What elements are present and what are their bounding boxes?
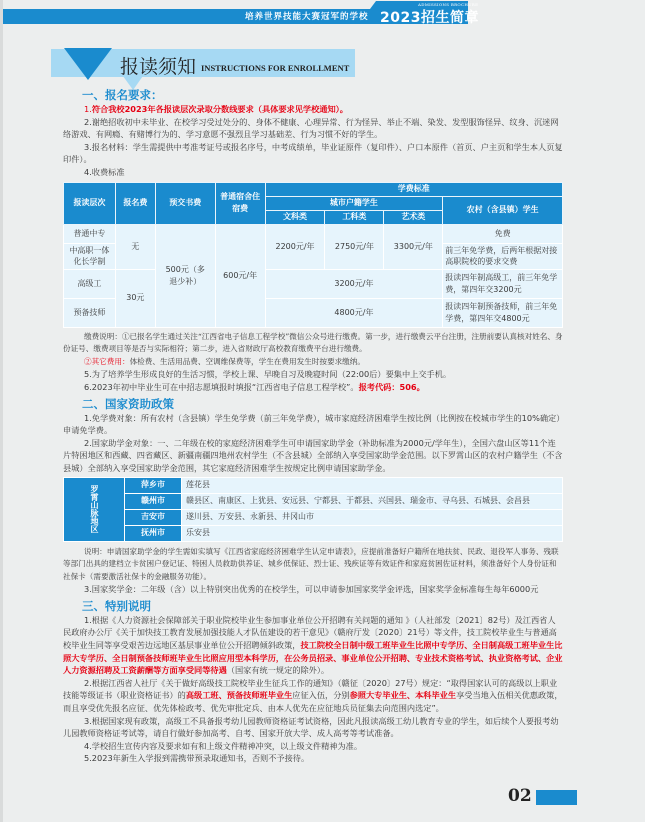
table-row (64, 224, 563, 243)
rural-fee-cell: 报读四年制预备技师，前三年免学费，第四年交4800元 (443, 298, 563, 327)
section-heading-special: 三、特别说明 (82, 598, 151, 613)
requirement-1: 1.符合我校2023年各报读层次录取分数线要求（具体要求见学校通知）。 (84, 104, 348, 114)
aid-2: 2.国家助学金对象：一、二年级在校的家庭经济困难学生可申请国家助学金（补助标准为2000元/学年生），全国六盘山区等11个连片特困地区和西藏、四省藏区、新疆南疆四地州农村学生（不含县城）全部纳入享受国家助学金范围。以下罗霄山区的农村户籍学生（不含县城）全部纳入享受国家助学金范围，其它家庭经济困难学生按规定比例申请国家助学金。 (63, 437, 563, 473)
special-3: 3.根据国家现有政策，高级工不具备报考幼儿园教师资格证考试资格，因此凡报读高级工幼儿教育专业的学生，如后续个人要报考幼儿园教师资格证考试等，请自行做好参加高考、自考、国家开放大学、成人高考等考试准备。 (63, 715, 559, 739)
level-cell: 中高职一体化长学制 (64, 243, 116, 269)
reg-fee-cell: 无 (115, 224, 155, 269)
col-header-arts: 文科类 (265, 210, 325, 224)
book-fee-cell: 500元（多退少补） (155, 224, 215, 327)
requirement-1-emphasis: 符合我校2023年各报读层次录取分数线要求（具体要求见学校通知）。 (91, 104, 348, 114)
table-row (64, 477, 563, 493)
special-4: 4.学校招生宣传内容及要求如有和上级文件精神冲突，以上级文件精神为准。 (84, 740, 363, 751)
page-title: 报读须知 (120, 56, 197, 78)
counties-cell: 莲花县 (182, 477, 563, 493)
dorm-fee-cell: 600元/年 (215, 224, 265, 327)
section-heading-aid: 二、国家资助政策 (82, 396, 174, 411)
col-header-level: 报读层次 (64, 182, 116, 224)
rural-fee-cell: 免费 (443, 224, 563, 243)
rural-fee-cell: 报读四年制高级工，前三年免学费，第四年交3200元 (443, 269, 563, 298)
page-title-en: INSTRUCTIONS FOR ENROLLMENT (201, 63, 350, 73)
reg-fee-cell: 30元 (115, 269, 155, 327)
counties-cell: 乐安县 (182, 525, 563, 541)
col-header-reg-fee: 报名费 (115, 182, 155, 224)
art-fee-cell: 3300元/年 (384, 224, 443, 269)
brand-title: 2023招生简章 (380, 10, 479, 26)
counties-cell: 赣县区、南康区、上犹县、安远县、宁都县、于都县、兴国县、瑞金市、寻乌县、石城县、会昌县 (182, 493, 563, 509)
requirement-5: 5.为了培养学生形成良好的生活习惯，学校上课、早晚自习及晚寝时间（22:00后）要集中上交手机。 (84, 369, 452, 380)
arts-fee-cell: 2200元/年 (265, 224, 325, 269)
col-header-rural: 农村（含县镇）学生 (443, 196, 563, 224)
eng-fee-cell: 2750元/年 (325, 224, 384, 269)
exam-code: 报考代码：506。 (358, 381, 425, 392)
requirement-2: 2.谢绝招收初中未毕业、在校学习受过处分的、身体不健康、心理异常、行为怪异、举止不端、染发、发型服饰怪异、纹身、沉迷网络游戏、有网瘾、有赌博行为的、学习意愿不强烈且学习基础差、行为习惯不好的学生。 (63, 116, 559, 140)
table-row (64, 525, 563, 541)
urban-fee-cell: 3200元/年 (265, 269, 443, 298)
col-header-eng: 工科类 (325, 210, 384, 224)
page-edge (0, 0, 3, 822)
aid-note: 说明：申请国家助学金的学生需如实填写《江西省家庭经济困难学生认定申请表》，应提前准备好户籍所在地扶贫、民政、退役军人事务、残联等部门出具的建档立卡贫困户登记证、特困人员救助供养证、城乡低保证、烈士证、残疾证等有效证件和家庭贫困佐证材料，须准备好个人身份证和社保卡（需要激活社保卡的金融服务功能）。 (63, 546, 559, 581)
city-cell: 吉安市 (125, 509, 182, 525)
level-cell: 高级工 (64, 269, 116, 298)
table-row (64, 509, 563, 525)
col-header-art: 艺术类 (384, 210, 443, 224)
special-5: 5.2023年新生入学报到需携带预录取通知书，否则不予接待。 (84, 753, 310, 764)
section-heading-requirements: 一、报名要求： (82, 88, 163, 102)
page-number: 02 (508, 786, 532, 806)
special-2: 2.根据江西省人社厅《关于做好高级技工院校毕业生征兵工作的通知》（赣征〔2020〕27号）规定：“取得国家认可的高级以上职业技能等级证书（职业资格证书）的高级工班、预备技师班毕业生应征入伍，分别参照大专毕业生、本科毕业生享受当地入伍相关优惠政策，而且享受优先报名应征、优先体检政考、优先审批定兵、由本人优先在应征地兵员征集去向范围内选定”。 (63, 677, 563, 714)
col-header-tuition: 学费标准 (265, 182, 562, 196)
col-header-book-fee: 预交书费 (155, 182, 215, 224)
page-number-bar (536, 790, 577, 805)
level-cell: 预备技师 (64, 298, 116, 327)
aid-3: 3.国家奖学金：二年级（含）以上特别突出优秀的在校学生，可以申请参加国家奖学金评选，国家奖学金标准每生每年6000元 (84, 584, 539, 595)
col-header-dorm-fee: 普通宿舍住宿费 (215, 182, 265, 224)
level-cell: 普通中专 (64, 224, 116, 243)
requirement-3: 3.报名材料：学生需提供中考准考证号或报名序号，中考成绩单，毕业证原件（复印件）、户口本原件（首页、户主页和学生本人页复印件）。 (63, 141, 563, 165)
main-content (63, 87, 563, 765)
counties-cell: 遂川县、万安县、永新县、井冈山市 (182, 509, 563, 525)
requirement-6: 6.2023年初中毕业生可在中招志愿填报时填报“江西省电子信息工程学校”。报考代码：506。 (84, 381, 425, 392)
city-cell: 赣州市 (125, 493, 182, 509)
triangle-icon (64, 48, 112, 80)
special-1: 1.根据《人力资源社会保障部关于职业院校毕业生参加事业单位公开招聘有关问题的通知 》（人社部发〔2021〕82号）及江西省人民政府办公厅《关于加快技工教育发展加强技能人才队伍建设的若干意见》（赣府厅发〔2020〕21号）等文件，技工院校毕业生与普通高校毕业生同等享受艰苦边远地区基层事业单位公开招聘倾斜政策，技工院校全日制中级工班毕业生比照中专学历、全日制高级工班毕业生比照大专学历、全日制预备技师班毕业生比照应用型本科学历，在公务员招录、事业单位公开招聘、专业技术资格考试、执业资格考试、企业人力资源招聘及工资薪酬等方面享受同等待遇（国家有统一规定的除外）。 (63, 614, 563, 676)
region-table (63, 477, 563, 542)
urban-fee-cell: 4800元/年 (265, 298, 443, 327)
city-cell: 抚州市 (125, 525, 182, 541)
table-row (64, 269, 563, 298)
table-row (64, 493, 563, 509)
region-label: 罗霄山脉地区 (64, 477, 125, 541)
brand-subtitle: ADMISSIONS BROCHURE (418, 2, 479, 7)
other-fees-note: ②其它费用：体检费、生活用品费、空调维保费等，学生在费用发生时按要求缴纳。 (84, 356, 365, 366)
payment-note: 缴费说明：①已报名学生通过关注“江西省电子信息工程学校”微信公众号进行缴费。第一步，进行缴费云平台注册，注册前要认真核对姓名、身份证号、缴费项目等是否与实际相符；第二步，进入省财政厅高校教育缴费平台进行缴费。 (63, 331, 563, 354)
col-header-urban: 城市户籍学生 (265, 196, 443, 210)
requirement-4: 4.收费标准 (84, 166, 125, 177)
aid-1: 1.免学费对象：所有农村（含县镇）学生免学费（前三年免学费），城市家庭经济困难学生按比例（比例按在校城市学生的10%确定）申请免学费。 (63, 412, 561, 436)
fee-table (63, 182, 563, 328)
header-slogan: 培养世界技能大赛冠军的学校 (245, 12, 369, 22)
rural-fee-cell: 前三年免学费，后两年根据对接高职院校的要求交费 (443, 243, 563, 269)
city-cell: 萍乡市 (125, 477, 182, 493)
